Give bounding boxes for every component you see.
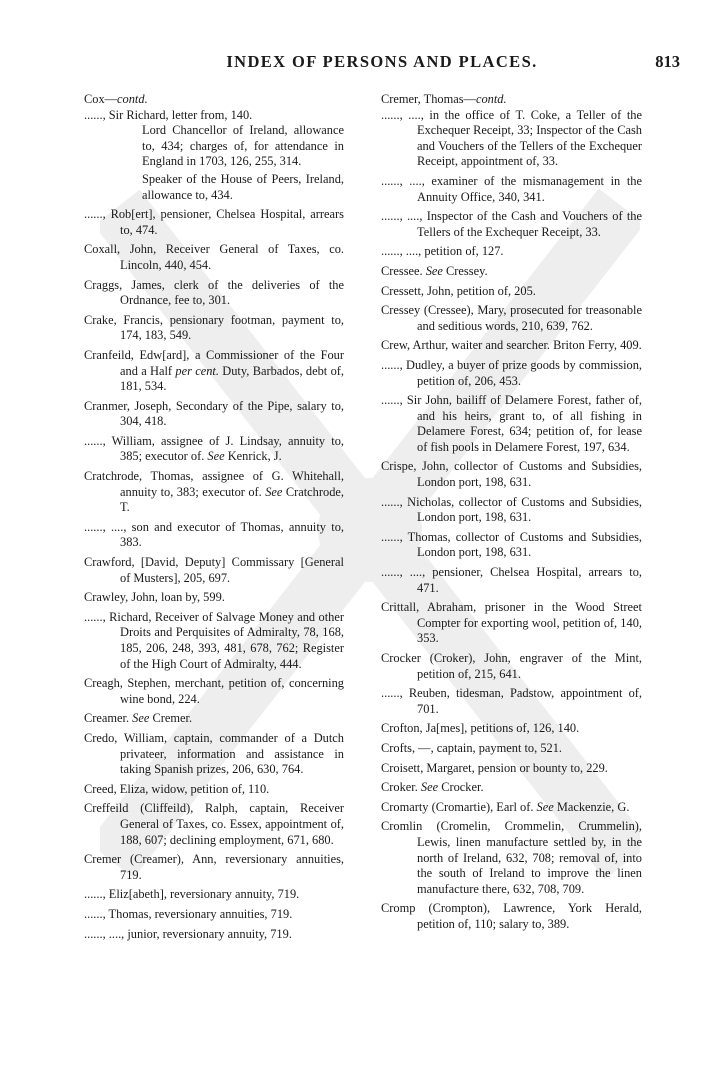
- index-entry: Crocker (Croker), John, engraver of the Mint, petition of, 215, 641.: [381, 651, 642, 681]
- index-entry: Cressett, John, petition of, 205.: [381, 283, 536, 298]
- index-entry: Cremer, Thomas—contd.: [381, 92, 507, 106]
- index-entry: Crawley, John, loan by, 599.: [84, 590, 225, 605]
- index-entry: Crofts, —, captain, payment to, 521.: [381, 740, 563, 755]
- index-entry: ......, Eliz[abeth], reversionary annuity, 719.: [84, 887, 300, 902]
- index-entry: Crofton, Ja[mes], petitions of, 126, 140.: [381, 721, 580, 736]
- index-entry: Cremer (Creamer), Ann, reversionary annuities, 719.: [84, 852, 344, 882]
- index-entry: ......, Dudley, a buyer of prize goods by commission, petition of, 206, 453.: [381, 357, 642, 388]
- index-entry: Cranfeild, Edw[ard], a Commissioner of the Four and a Half per cent. Duty, Barbados, debt of, 181, 534.: [84, 347, 344, 394]
- index-subentry: Lord Chancellor of Ireland, allowance to, 434; charges of, for attendance in England in 1703, 126, 255, 314.: [142, 123, 344, 169]
- index-entry: ......, ...., son and executor of Thomas, annuity to, 383.: [84, 519, 344, 550]
- index-entry: Cromarty (Cromartie), Earl of. See Mackenzie, G.: [381, 799, 630, 814]
- page-number: 813: [655, 52, 680, 71]
- index-column-left: [84, 92, 344, 946]
- index-entry: ......, Sir Richard, letter from, 140.: [84, 107, 253, 122]
- index-entry: ......, William, assignee of J. Lindsay, annuity to, 385; executor of. See Kenrick, J.: [84, 433, 344, 464]
- index-entry: Crawford, [David, Deputy] Commissary [General of Musters], 205, 697.: [84, 555, 344, 585]
- index-entry: ......, ...., junior, reversionary annuity, 719.: [84, 926, 292, 941]
- index-entry: Crispe, John, collector of Customs and Subsidies, London port, 198, 631.: [381, 459, 642, 490]
- index-entry: ......, Rob[ert], pensioner, Chelsea Hospital, arrears to, 474.: [84, 207, 344, 237]
- index-entry: Cromlin (Cromelin, Crommelin, Crummelin), Lewis, linen manufacture settled by, in the north of Ireland, 632, 708; removal of, into the south of Ireland to improve the linen manufacture there, 632, 708, 709.: [381, 819, 642, 896]
- index-entry: Cromp (Crompton), Lawrence, York Herald, petition of, 110; salary to, 389.: [381, 901, 642, 931]
- index-entry: ......, ...., examiner of the mismanagement in the Annuity Office, 340, 341.: [381, 173, 642, 204]
- index-entry: Creamer. See Cremer.: [84, 711, 193, 726]
- index-entry: ......, Sir John, bailiff of Delamere Forest, father of, and his heirs, grant to, of all fishing in Delamere Forest, 634; petition of, for lease of fish pools in Delamere Forest, 197, 634.: [381, 393, 642, 454]
- index-entry: Cratchrode, Thomas, assignee of G. Whitehall, annuity to, 383; executor of. See Cratchrode, T.: [84, 469, 344, 515]
- index-entry: ......, Reuben, tidesman, Padstow, appointment of, 701.: [381, 686, 642, 716]
- index-subentry: Speaker of the House of Peers, Ireland, allowance to, 434.: [142, 171, 344, 202]
- index-entry: ......, ...., petition of, 127.: [381, 244, 504, 259]
- index-entry: Crittall, Abraham, prisoner in the Wood Street Compter for exporting wool, petition of, 140, 353.: [381, 600, 642, 646]
- index-entry: Crew, Arthur, waiter and searcher. Briton Ferry, 409.: [381, 338, 642, 353]
- index-entry: Creagh, Stephen, merchant, petition of, concerning wine bond, 224.: [84, 676, 344, 706]
- index-entry: ......, ...., Inspector of the Cash and Vouchers of the Tellers of the Exchequer Receipt, 33.: [381, 209, 642, 239]
- index-entry: Crake, Francis, pensionary footman, payment to, 174, 183, 549.: [84, 312, 344, 343]
- page-title: INDEX OF PERSONS AND PLACES.: [226, 52, 538, 71]
- index-entry: ......, Richard, Receiver of Salvage Money and other Droits and Perquisites of Admiralty, 78, 168, 185, 206, 248, 393, 481, 678, 762; Register of the High Court of Admiralty, 444.: [84, 609, 344, 671]
- index-entry: Creed, Eliza, widow, petition of, 110.: [84, 781, 270, 796]
- index-column-right: [381, 92, 642, 937]
- index-entry: ......, Thomas, reversionary annuities, 719.: [84, 906, 293, 921]
- index-entry: ......, ...., in the office of T. Coke, a Teller of the Exchequer Receipt, 33; Inspector of the Cash and Vouchers of the Tellers of the Exchequer Receipt, appointment of, 33.: [381, 107, 642, 169]
- index-entry: ......, Thomas, collector of Customs and Subsidies, London port, 198, 631.: [381, 529, 642, 560]
- index-entry: Cressee. See Cressey.: [381, 263, 488, 278]
- index-entry: Croker. See Crocker.: [381, 780, 484, 795]
- index-entry: Cox—contd.: [84, 92, 148, 106]
- index-entry: Cranmer, Joseph, Secondary of the Pipe, salary to, 304, 418.: [84, 398, 344, 429]
- index-entry: Cressey (Cressee), Mary, prosecuted for treasonable and seditious words, 210, 639, 762.: [381, 303, 642, 333]
- index-entry: ......, ...., pensioner, Chelsea Hospital, arrears to, 471.: [381, 565, 642, 595]
- index-entry: Croisett, Margaret, pension or bounty to, 229.: [381, 760, 608, 775]
- index-entry: Credo, William, captain, commander of a Dutch privateer, information and assistance in taking Spanish prizes, 206, 630, 764.: [84, 730, 344, 777]
- index-entry: Craggs, James, clerk of the deliveries of the Ordnance, fee to, 301.: [84, 277, 344, 308]
- index-entry: Creffeild (Cliffeild), Ralph, captain, Receiver General of Taxes, co. Essex, appointment of, 188, 607; declining employment, 671, 680.: [84, 801, 344, 847]
- index-entry: ......, Nicholas, collector of Customs and Subsidies, London port, 198, 631.: [381, 494, 642, 525]
- page-header: [84, 52, 680, 76]
- index-entry: Coxall, John, Receiver General of Taxes, co. Lincoln, 440, 454.: [84, 242, 344, 272]
